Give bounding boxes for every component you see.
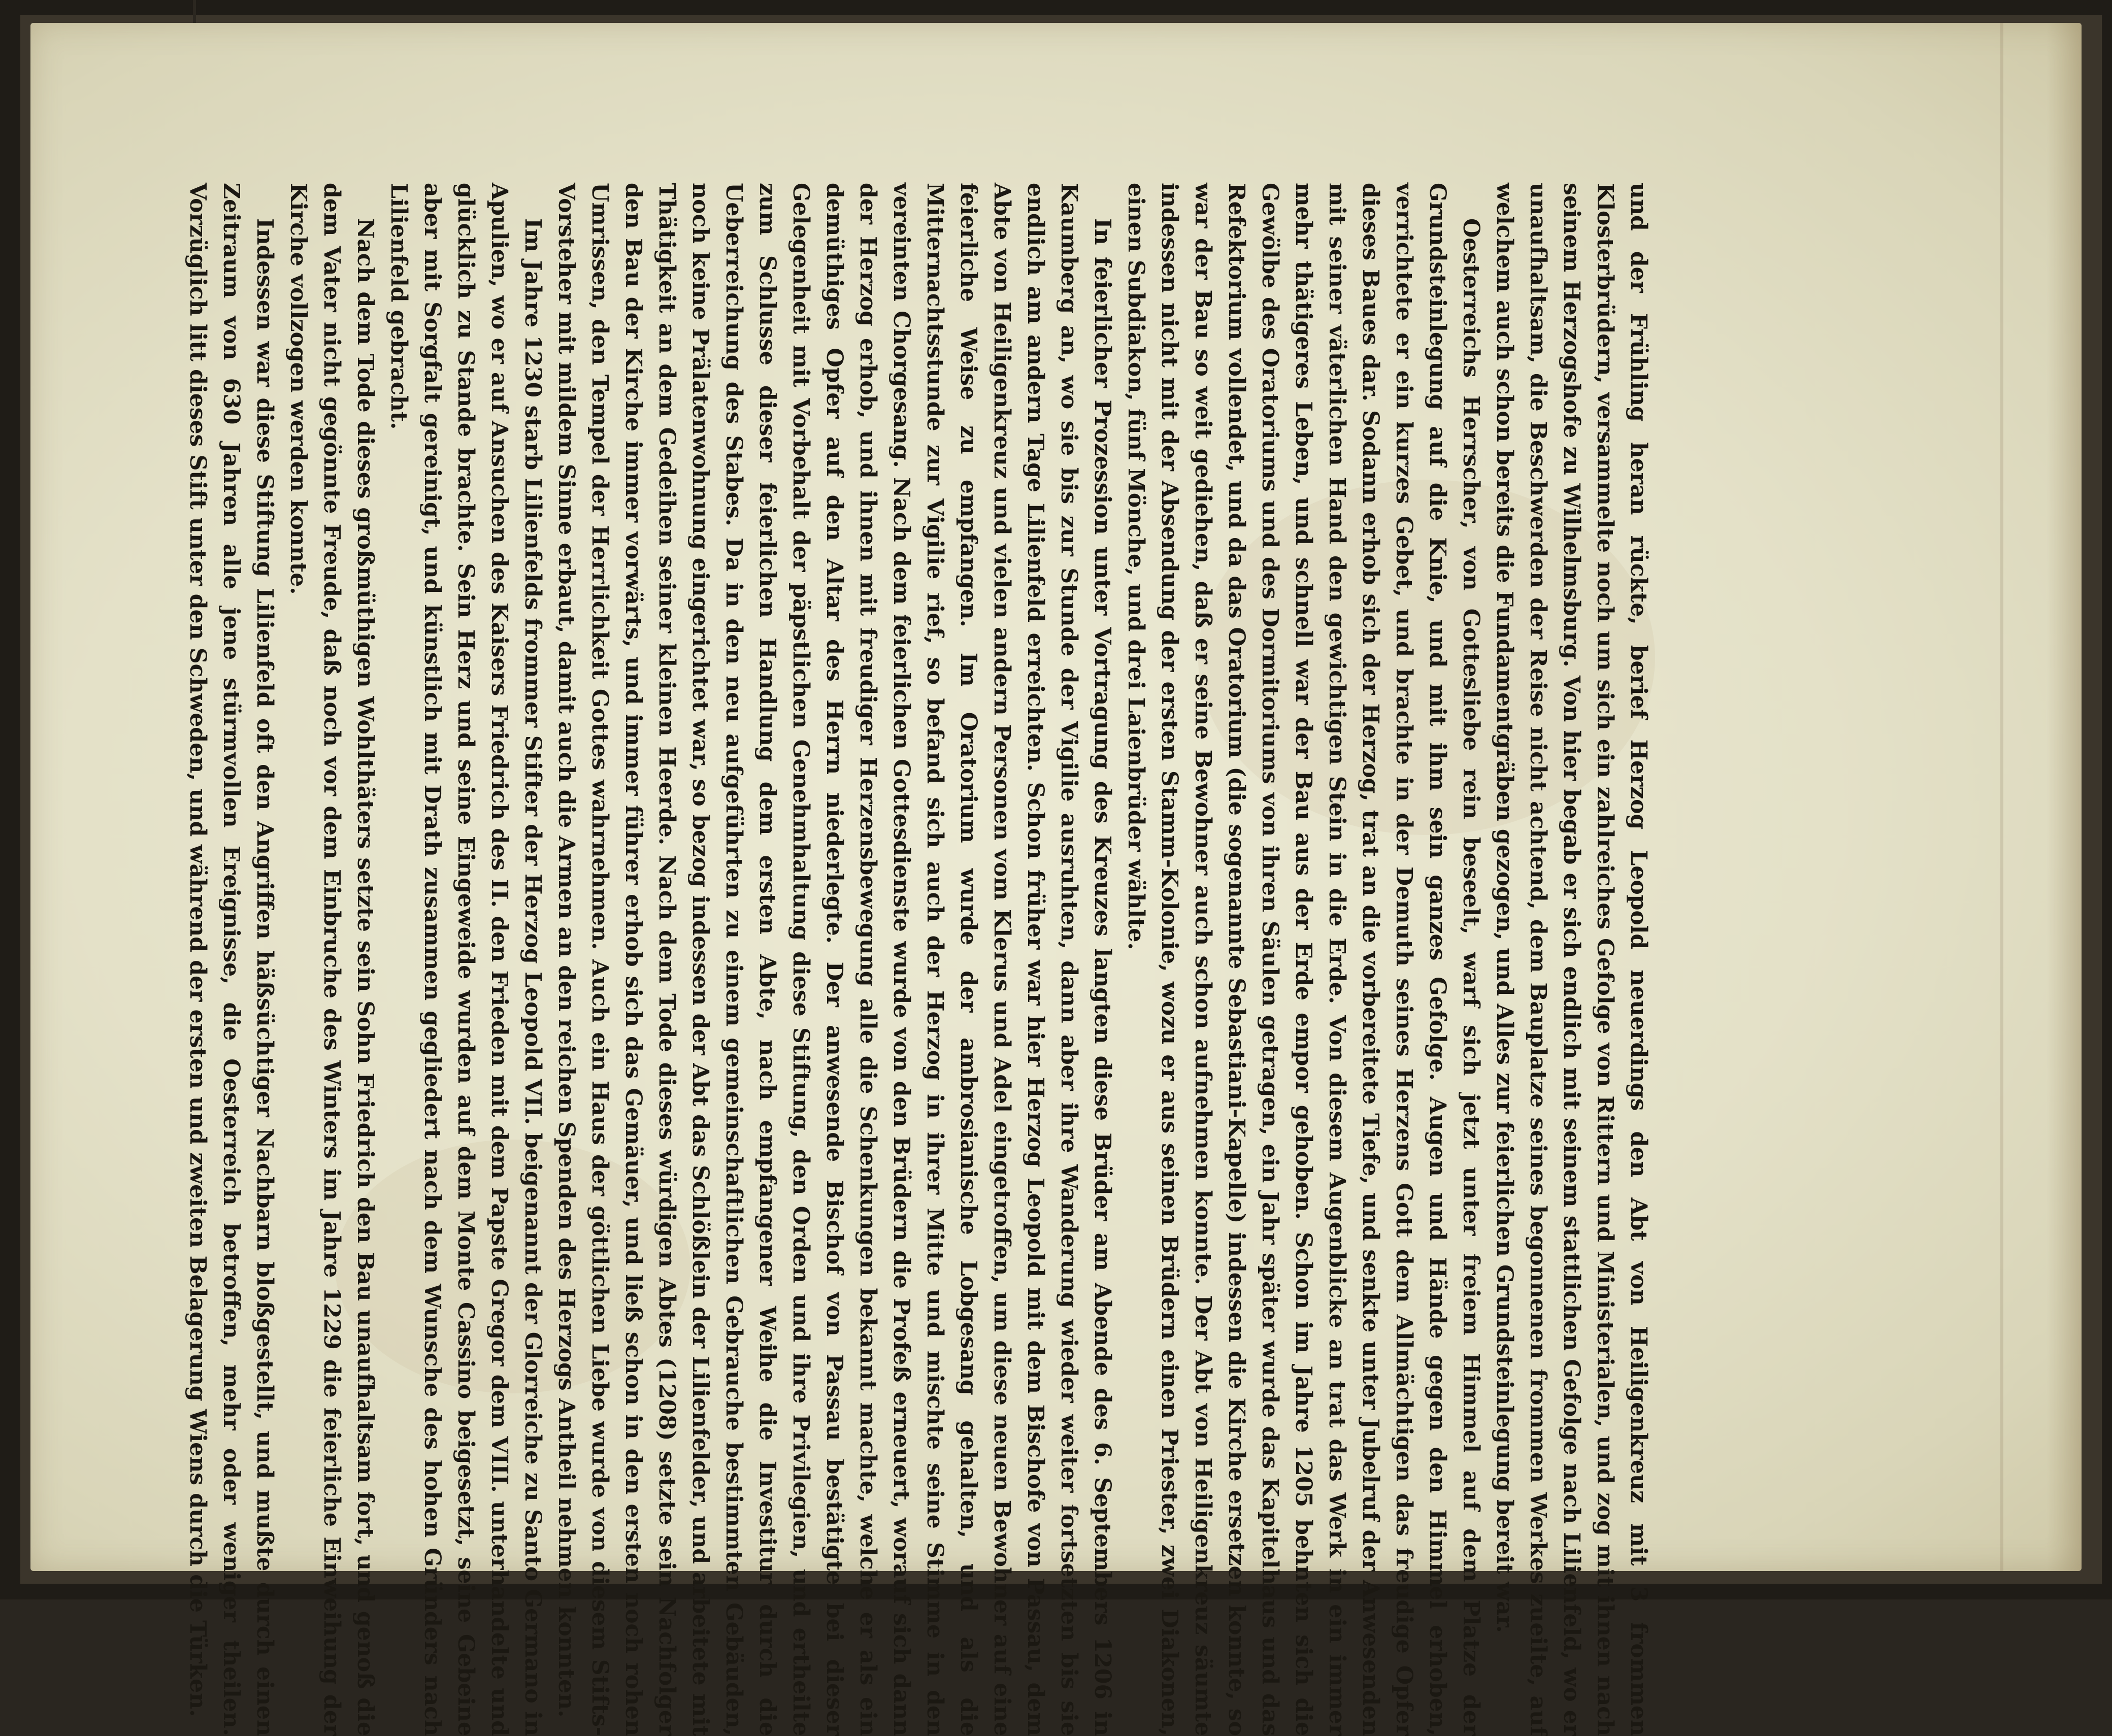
paragraph: und der Frühling heran rückte, berief Herzog Leopold neuerdings den Abt von Heiligenkreuz mit 3 frommen Klosterbrüdern, versammelte noch um sich ein zahlreiches Gefolge von Rittern und Ministerialen, und zog mit ihnen nach seinem Herzogshofe zu Wilhelmsburg. Von hier begab er sich endlich mit seinem stattlichen Gefolge nach Lilienfeld, wo er unaufhaltsam, die Beschwerden der Reise nicht achtend, dem Bauplatze seines begonnenen frommen Werkes zueilte, auf welchem auch schon bereits die Fundamentgräben gezogen, und Alles zur feierlichen Grundsteinlegung bereit war.: [1492, 183, 1652, 1736]
page-text-block: [185, 183, 1655, 1736]
page-edge: [2046, 23, 2082, 1571]
paragraph: In feierlicher Prozession unter Vortragung des Kreuzes langten diese Brüder am Abende des 6. Septembers 1206 in Kaumberg an, wo sie bis zur Stunde der Vigilie ausruhten, dann aber ihre Wanderung wieder weiter fortsetzten bis sie endlich am andern Tage Lilienfeld erreichten. Schon früher war hier Herzog Leopold mit dem Bischofe von Passau, dem Abte von Heiligenkreuz und vielen andern Personen vom Klerus und Adel eingetroffen, um diese neuen Bewohner auf eine feierliche Weise zu empfangen. Im Oratorium wurde der ambrosianische Lobgesang gehalten, und als die Mitternachtsstunde zur Vigilie rief, so befand sich auch der Herzog in ihrer Mitte und mischte seine Stimme in den vereinten Chorgesang. Nach dem feierlichen Gottesdienste wurde von den Brüdern die Profeß erneuert, worauf sich dann der Herzog erhob, und ihnen mit freudiger Herzensbewegung alle die Schenkungen bekannt machte, welche er als ein demüthiges Opfer auf den Altar des Herrn niederlegte. Der anwesende Bischof von Passau bestätigte bei dieser Gelegenheit mit Vorbehalt der päpstlichen Genehmhaltung diese Stiftung, den Orden und ihre Privilegien, und ertheilte zum Schlusse dieser feierlichen Handlung dem ersten Abte, nach empfangener Weihe die Investitur durch die Ueberreichung des Stabes. Da in den neu aufgeführten zu einem gemeinschaftlichen Gebrauche bestimmten Gebäuden, noch keine Prälatenwohnung eingerichtet war, so bezog indessen der Abt das Schlößlein der Lilienfelder, und arbeitete mit Thätigkeit an dem Gedeihen seiner kleinen Heerde. Nach dem Tode dieses würdigen Abtes (1208) setzte sein Nachfolger den Bau der Kirche immer vorwärts, und immer führer erhob sich das Gemäuer, und ließ schon in den ersten noch rohen Umrissen, den Tempel der Herrlichkeit Gottes wahrnehmen. Auch ein Haus der göttlichen Liebe wurde von diesem Stifts-Vorsteher mit mildem Sinne erbaut, damit auch die Armen an den reichen Spenden des Herzogs Antheil nehmen konnten.: [553, 183, 1115, 1736]
paragraph: Im Jahre 1230 starb Lilienfelds frommer Stifter der Herzog Leopold VII. beigenannt der Glorreiche zu Santo Germano in Apulien, wo er auf Ansuchen des Kaisers Friedrich des II. den Frieden mit dem Papste Gregor dem VIII. unterhandelte und glücklich zu Stande brachte. Sein Herz und seine Eingeweide wurden auf dem Monte Cassino beigesetzt, seine Gebeine aber mit Sorgfalt gereinigt, und künstlich mit Drath zusammen gegliedert nach dem Wunsche des hohen Gründers nach Lilienfeld gebracht.: [386, 183, 546, 1736]
binding-crease: [193, 0, 196, 23]
paragraph: Indessen war diese Stiftung Lilienfeld oft den Angriffen häßsüchtiger Nachbarn bloßgestellt, und mußte durch einen Zeitraum von 630 Jahren alle jene stürmvollen Ereignisse, die Oesterreich betroffen, mehr oder weniger theilen. Vorzüglich litt dieses Stift unter den Schweden, und während der ersten und zweiten Belagerung Wiens durch die Türken.: [185, 183, 278, 1736]
paragraph: Nach dem Tode dieses großmüthigen Wohlthäters setzte sein Sohn Friedrich den Bau unaufhaltsam fort, und genoß die dem Vater nicht gegönnte Freude, daß noch vor dem Einbruche des Winters im Jahre 1229 die feierliche Einweihung der Kirche vollzogen werden konnte.: [285, 183, 378, 1736]
page-fold-line: [2000, 23, 2003, 1571]
paragraph: Oesterreichs Herrscher, von Gottesliebe rein beseelt, warf sich jetzt unter freiem Himmel auf dem Platze der Grundsteinlegung auf die Knie, und mit ihm sein ganzes Gefolge. Augen und Hände gegen den Himmel erhoben, verrichtete er ein kurzes Gebet, und brachte in der Demuth seines Herzens Gott dem Allmächtigen das freudige Opfer dieses Baues dar. Sodann erhob sich der Herzog, trat an die vorbereitete Tiefe, und senkte unter Jubelruf der Anwesenden mit seiner väterlichen Hand den gewichtigen Stein in die Erde. Von diesem Augenblicke an trat das Werk in ein immer mehr thätigeres Leben, und schnell war der Bau aus der Erde empor gehoben. Schon im Jahre 1205 behnten sich die Gewölbe des Oratoriums und des Dormitoriums von ihren Säulen getragen, ein Jahr später wurde das Kapitelhaus und das Refektorium vollendet, und da das Oratorium (die sogenannte Sebastiani-Kapelle) indessen die Kirche ersetzen konnte, so war der Bau so weit gediehen, daß er seine Bewohner auch schon aufnehmen konnte. Der Abt von Heiligenkreuz säumte indessen nicht mit der Absendung der ersten Stamm-Kolonie, wozu er aus seinen Brüdern einen Priester, zwei Diakonen, einen Subdiakon, fünf Mönche, und drei Laienbrüder wählte.: [1123, 183, 1484, 1736]
rotated-text-area: [185, 183, 1655, 1736]
